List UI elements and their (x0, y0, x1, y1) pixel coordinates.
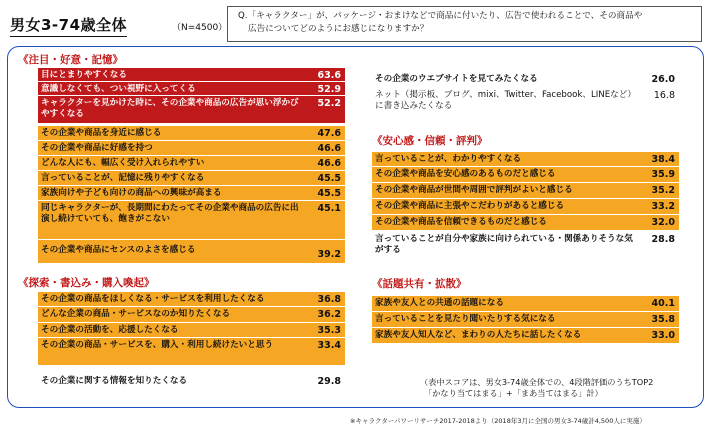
row-label: その企業や商品に好感を持つ (41, 143, 153, 153)
section-attention-table (38, 68, 345, 264)
row-value: 52.9 (317, 84, 341, 95)
score-note (420, 377, 653, 399)
table-row (38, 240, 345, 264)
row-label: キャラクターを見かけた時に、その企業や商品の広告が思い浮かびやすくなる (41, 98, 299, 119)
row-label: 意識しなくても、つい視野に入ってくる (41, 84, 196, 94)
row-label: ネット（掲示板、ブログ、mixi、Twitter、Facebook、LINEなど）に書き込みたくなる (375, 90, 636, 111)
row-value: 16.8 (653, 90, 675, 101)
row-label: 言っていることが自分や家族に向けられている・関係ありそうな気がする (375, 234, 633, 255)
row-value: 45.5 (317, 173, 341, 184)
row-value: 35.2 (651, 185, 675, 196)
row-label: どんな企業の商品・サービスなのか知りたくなる (41, 309, 231, 319)
table-row (38, 374, 345, 390)
table-row (38, 171, 345, 186)
row-label: その企業の商品・サービスを、購入・利用し続けたいと思う (41, 340, 274, 350)
section-search-table (38, 292, 345, 372)
source-footnote: ※キャラクターパワーリサーチ2017-2018より（2018年3月に全国の男女3-74歳計4,500人に実施） (350, 417, 646, 425)
row-value: 28.8 (651, 234, 675, 245)
question-box (227, 6, 702, 42)
table-row (372, 167, 679, 183)
question-line-2: 広告についてどのようにお感じになりますか？ (248, 24, 429, 34)
table-row (38, 186, 345, 201)
table-row (372, 328, 679, 344)
row-value: 63.6 (317, 70, 341, 81)
row-label: その企業や商品を信頼できるものだと感じる (375, 217, 547, 227)
row-label: どんな人にも、幅広く受け入れられやすい (41, 158, 205, 168)
row-value: 26.0 (651, 74, 675, 85)
row-value: 39.2 (317, 249, 341, 260)
row-label: 家族や友人知人など、まわりの人たちに話したくなる (375, 330, 582, 340)
table-row (372, 312, 679, 328)
section-search-table-right (372, 72, 679, 120)
table-row (38, 96, 345, 124)
section-search-table-more (38, 374, 345, 390)
page-title: 男女3-74歳全体 (10, 14, 127, 37)
row-label: その企業や商品に主張やこだわりがあると感じる (375, 201, 565, 211)
score-note-line-1: （表中スコアは、男女3-74歳全体での、4段階評価のうちTOP2 (420, 377, 654, 387)
row-value: 29.8 (317, 376, 341, 387)
row-value: 36.2 (317, 309, 341, 320)
row-label: その企業や商品にセンスのよさを感じる (41, 245, 196, 255)
row-label: その企業や商品が世間や周囲で評判がよいと感じる (375, 185, 573, 195)
row-label: その企業の活動を、応援したくなる (41, 325, 179, 335)
row-value: 46.6 (317, 143, 341, 154)
row-value: 35.8 (651, 314, 675, 325)
row-label: 同じキャラクターが、長期間にわたってその企業や商品の広告に出演し続けていても、飽きがこない (41, 203, 299, 224)
table-row (38, 126, 345, 141)
table-row (372, 72, 679, 88)
row-label: その企業に関する情報を知りたくなる (41, 376, 188, 386)
score-note-line-2: 「かなり当てはまる」+「まあ当てはまる」計） (424, 388, 603, 398)
section-title-share: 《話題共有・拡散》 (372, 278, 467, 290)
row-label: 家族向けや子ども向けの商品への興味が高まる (41, 188, 222, 198)
row-label: 言っていることを見たり聞いたりする気になる (375, 314, 556, 324)
table-row (372, 215, 679, 231)
table-row (38, 82, 345, 96)
table-row (372, 199, 679, 215)
table-row (372, 88, 679, 116)
row-value: 47.6 (317, 128, 341, 139)
section-title-attention: 《注目・好意・記憶》 (18, 54, 123, 66)
table-row (372, 152, 679, 167)
row-value: 38.4 (651, 154, 675, 165)
table-row (38, 156, 345, 171)
row-value: 33.4 (317, 340, 341, 351)
row-label: 言っていることが、記憶に残りやすくなる (41, 173, 205, 183)
row-value: 35.3 (317, 325, 341, 336)
row-value: 35.9 (651, 169, 675, 180)
row-value: 33.0 (651, 330, 675, 341)
section-title-trust: 《安心感・信頼・評判》 (372, 135, 488, 147)
row-value: 45.5 (317, 188, 341, 199)
row-value: 33.2 (651, 201, 675, 212)
row-value: 45.1 (317, 203, 341, 214)
row-value: 32.0 (651, 217, 675, 228)
table-row (38, 292, 345, 307)
section-share-table (372, 296, 679, 344)
table-row (38, 338, 345, 366)
row-label: その企業のウエブサイトを見てみたくなる (375, 74, 538, 84)
row-value: 52.2 (317, 98, 341, 109)
row-value: 36.8 (317, 294, 341, 305)
table-row (38, 68, 345, 82)
row-label: その企業や商品を身近に感じる (41, 128, 162, 138)
section-title-search: 《探索・書込み・購入喚起》 (18, 277, 155, 289)
table-row (38, 323, 345, 338)
row-label: 家族や友人との共通の話題になる (375, 298, 504, 308)
table-row (38, 307, 345, 323)
table-row (372, 183, 679, 199)
row-label: 言っていることが、わかりやすくなる (375, 154, 522, 164)
table-row (372, 296, 679, 312)
section-trust-table (372, 152, 679, 260)
row-label: 目にとまりやすくなる (41, 70, 127, 80)
question-line-1: Q.「キャラクター」が、パッケージ・おまけなどで商品に付いたり、広告で使われることで、その商品や (238, 11, 643, 21)
table-row (38, 141, 345, 156)
table-row (38, 201, 345, 240)
row-label: その企業の商品をほしくなる・サービスを利用したくなる (41, 294, 265, 304)
table-row (372, 232, 679, 260)
row-value: 40.1 (651, 298, 675, 309)
row-value: 46.6 (317, 158, 341, 169)
row-label: その企業や商品を安心感のあるものだと感じる (375, 169, 556, 179)
sample-size: （N=4500） (172, 23, 228, 33)
